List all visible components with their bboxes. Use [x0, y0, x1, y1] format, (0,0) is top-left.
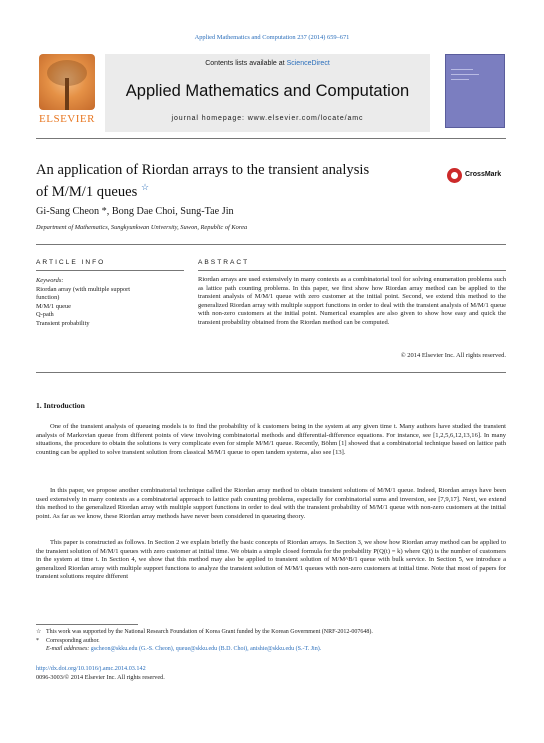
email-label: E-mail addresses: — [46, 646, 90, 653]
article-info-rule — [36, 270, 184, 271]
title-line-1: An application of Riordan arrays to the transient analysis — [36, 162, 370, 178]
keywords-block — [36, 277, 184, 328]
keyword-item: Q-path — [36, 311, 54, 318]
keyword-item: Transient probability — [36, 319, 90, 327]
abstract-text: Riordan arrays are used extensively in many contexts as a combinatorial tool for solving enumeration problems such as lattice path counting problems. In this paper, we first show how Riordan array method can be applied to the transient analysis of M/M/1 queue with zero customer at the initial point. Second, we extend this method to the generalized Riordan array with multiple support functions in order to deal with the transient analysis of M/M/1 queue with non-zero customers at the initial point. Numerical examples are also given to show how easy and quick the transient probability obtained from the Riordan method can be computed. — [198, 276, 506, 326]
journal-title: Applied Mathematics and Computation — [125, 82, 410, 100]
email-addresses[interactable]: gscheon@skku.edu (G.-S. Cheon), queue@skku.edu (B.D. Choi), anishie@skku.edu (S.-T. Jin). — [90, 646, 322, 653]
footnote-rule — [36, 624, 138, 625]
header-rule — [36, 138, 506, 139]
article-info-heading: ARTICLE INFO — [36, 259, 106, 266]
publisher-name: ELSEVIER — [39, 113, 95, 125]
crossmark-badge[interactable] — [447, 166, 507, 186]
crossmark-icon — [447, 168, 462, 183]
authors-rule — [36, 244, 506, 245]
issn-line: 0096-3003/© 2014 Elsevier Inc. All rights reserved. — [36, 674, 165, 681]
intro-paragraph-2: In this paper, we propose another combinatorial technique called the Riordan array method to obtain transient solutions of M/M/1 queue. Indeed, Riordan arrays have been used extensively in many contexts as a combinatorial approach to lattice path counting problems, especially for combinatorial sums and inversion, see [7,9,17]. Next, we extend this method to the generalized Riordan array with multiple support functions in order to deal with the transient probability of M/M/1 queue with non-zero customers at the initial point. As far as we know, these Riordan array methods have never been considered in queueing theory. — [36, 487, 506, 520]
doi-link[interactable]: http://dx.doi.org/10.1016/j.amc.2014.03.142 — [36, 665, 146, 672]
homepage-prefix: journal homepage: — [171, 115, 245, 122]
title-footnote-mark[interactable]: ☆ — [141, 182, 150, 192]
affiliation: Department of Mathematics, Sungkyunkwan University, Suwon, Republic of Korea — [36, 224, 248, 231]
corresponding-footnote-mark: * — [36, 637, 39, 644]
keyword-item: Riordan array (with multiple support — [36, 285, 131, 293]
journal-homepage — [105, 115, 430, 122]
sciencedirect-link[interactable]: ScienceDirect — [286, 60, 330, 67]
abstract-copyright: © 2014 Elsevier Inc. All rights reserved. — [400, 352, 506, 359]
funding-footnote-mark: ☆ — [36, 629, 42, 635]
homepage-link[interactable]: www.elsevier.com/locate/amc — [247, 115, 364, 122]
funding-footnote-text: This work was supported by the National Research Foundation of Korea Grant funded by the Korean Government (NRF-2012-007648). — [46, 629, 373, 635]
funding-footnote — [36, 628, 506, 637]
crossmark-label: CrossMark — [465, 171, 502, 178]
intro-paragraph-3: This paper is constructed as follows. In Section 2 we explain briefly the basic concepts of Riordan arrays. In Section 3, we show how Riordan array method can be applied to the transient solution of M/M/1 queues with zero customer at initial time. We obtain a simple closed formula for the probability P(Q(t) = k) where Q(t) is the number of customers in the system at time t. In Section 4, we show that this method may also be applied to transient solution of M/M^B/1 queue with bulk service. In Section 5, we introduce a generalized Riordan array with multiple support functions to analyze the transient solution of M/M/1 queues with non-zero customers at initial time. Note that most of papers for transient solutions require different — [36, 539, 506, 581]
footnotes — [36, 628, 506, 654]
keywords-label: Keywords: — [36, 277, 64, 284]
abstract-rule — [198, 270, 506, 271]
journal-cover-thumbnail[interactable] — [445, 54, 505, 128]
contents-prefix: Contents lists available at — [205, 60, 285, 67]
author-list: Gi-Sang Cheon *, Bong Dae Choi, Sung-Tae Jin — [36, 206, 234, 217]
elsevier-tree-icon — [39, 54, 95, 110]
title-line-2: of M/M/1 queues — [36, 183, 138, 200]
introduction-heading: 1. Introduction — [36, 401, 85, 410]
abstract-bottom-rule — [36, 372, 506, 373]
article-title — [36, 162, 426, 201]
elsevier-logo[interactable] — [36, 54, 98, 126]
journal-reference[interactable]: Applied Mathematics and Computation 237 (2014) 659–671 — [194, 34, 350, 41]
corresponding-footnote — [36, 637, 506, 646]
abstract-heading: ABSTRACT — [198, 259, 250, 266]
keyword-item: M/M/1 queue — [36, 302, 71, 310]
intro-paragraph-1: One of the transient analysis of queueing models is to find the probability of k customers being in the system at any given time t. Many authors have studied the transient analysis of Markovian queue from different points of view involving combinatorial methods and differential-difference equations. For instance, see [1,2,5,6,12,13,16]. In many situations, the procedure to obtain the solutions is very complicate even for simple M/M/1 queue. Recently, Böhm [1] showed that a combinatorial technique based on lattice path counting can be applied to solve transient solution from classical M/M/1 queue to open tandem systems, also see [13]. — [36, 423, 506, 456]
keyword-item: function) — [36, 294, 60, 301]
email-footnote — [36, 645, 506, 654]
contents-line — [105, 60, 430, 67]
corresponding-footnote-text: Corresponding author. — [46, 637, 100, 644]
